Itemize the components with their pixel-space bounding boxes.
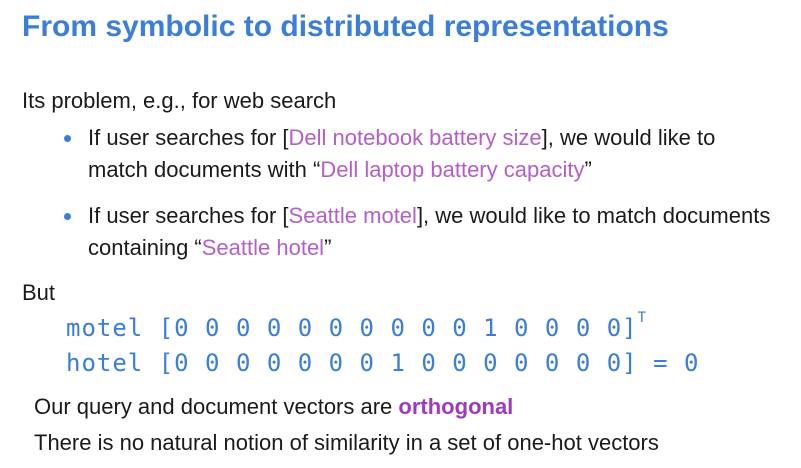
search-query: Dell notebook battery size <box>288 125 542 150</box>
motel-vector: [0 0 0 0 0 0 0 0 0 0 1 0 0 0 0] <box>158 314 638 342</box>
hotel-vector-row <box>66 349 699 377</box>
transpose-mark: T <box>637 310 648 326</box>
bullet-middle: ], we would like to match documents with “ <box>88 125 716 182</box>
hotel-label: hotel <box>66 349 144 377</box>
bullet-suffix: ” <box>584 157 592 182</box>
but-text: But <box>22 280 56 305</box>
search-query: Seattle motel <box>288 203 417 228</box>
orthogonal-emphasis: orthogonal <box>398 394 514 419</box>
conclusion-prefix: Our query and document vectors are <box>34 394 399 419</box>
bullet-dot-icon <box>64 135 71 142</box>
bullet-prefix: If user searches for [ <box>88 125 289 150</box>
motel-label: motel <box>66 314 144 342</box>
hotel-vector: [0 0 0 0 0 0 0 1 0 0 0 0 0 0 0] <box>158 349 638 377</box>
bullet-item-1 <box>64 122 778 186</box>
bullet-middle: ], we would like to match documents containing “ <box>88 203 771 260</box>
conclusion-similarity: There is no natural notion of similarity in a set of one-hot vectors <box>34 430 659 455</box>
document-text: Dell laptop battery capacity <box>320 157 585 182</box>
bullet-dot-icon <box>64 213 71 220</box>
document-text: Seattle hotel <box>201 235 325 260</box>
slide-title: From symbolic to distributed representations <box>22 10 669 43</box>
bullet-item-2 <box>64 200 778 264</box>
conclusion-orthogonal <box>34 394 513 420</box>
bullet-prefix: If user searches for [ <box>88 203 289 228</box>
bullet-text <box>88 200 778 264</box>
intro-text: Its problem, e.g., for web search <box>22 88 337 113</box>
bullet-text <box>88 122 778 186</box>
dot-product-result: = 0 <box>653 349 700 377</box>
motel-vector-row <box>66 310 648 342</box>
bullet-suffix: ” <box>324 235 332 260</box>
